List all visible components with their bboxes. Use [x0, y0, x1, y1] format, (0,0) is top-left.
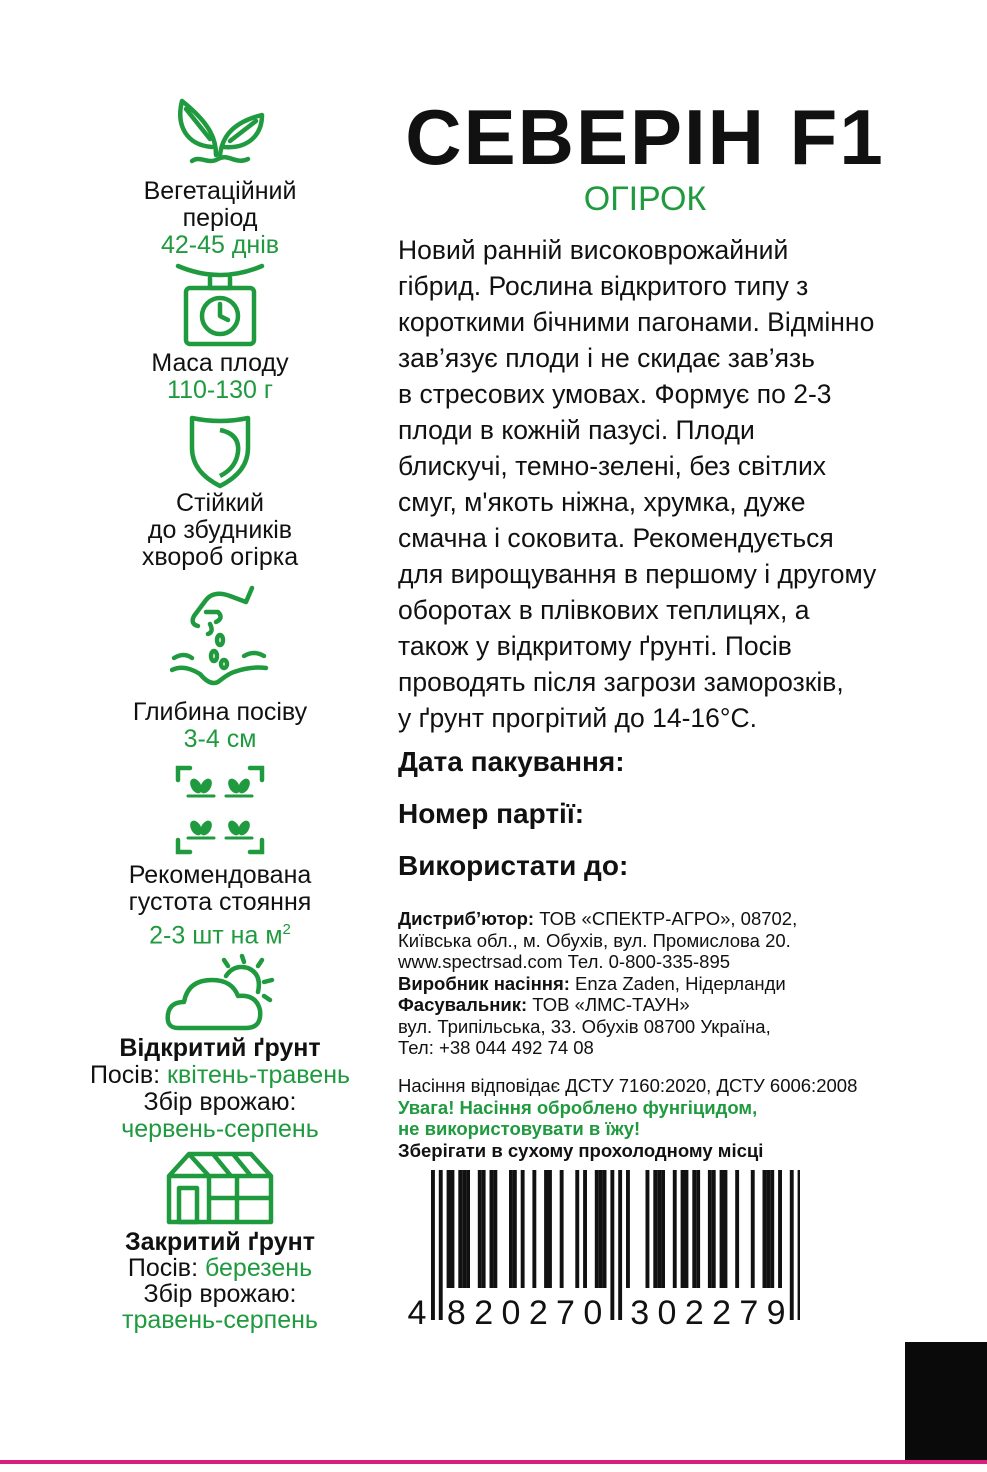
barcode-digit: 3: [630, 1294, 650, 1330]
pink-edge-line: [0, 1460, 987, 1464]
barcode-bar: [798, 1170, 800, 1320]
barcode-bar: [653, 1170, 657, 1288]
barcode-bar: [603, 1170, 607, 1288]
barcode-bar: [724, 1170, 728, 1288]
barcode-digit: 9: [766, 1294, 786, 1330]
company-info: Дистриб’ютор: ТОВ «СПЕКТР-АГРО», 08702, Київська обл., м. Обухів, вул. Промислова 20. www.spectrsad.com Тел. 0-800-335-895 Виробник насіння: Enza Zaden, Нідерланди Фасувальник: ТОВ «ЛМС-ТАУН» вул. Трипільська, 33. Обухів 08700 Україна, Тел: +38 044 492 74 08: [398, 908, 798, 1058]
barcode-bar: [462, 1170, 466, 1288]
barcode-bar: [646, 1170, 650, 1288]
product-type: ОГІРОК: [583, 180, 707, 218]
barcode-bar: [431, 1170, 435, 1320]
barcode-bar: [763, 1170, 767, 1288]
open-ground-sowing: Посів: квітень-травень: [89, 1061, 351, 1089]
barcode-bar: [544, 1170, 548, 1288]
barcode-bar: [626, 1170, 630, 1288]
scale-icon: [172, 262, 268, 348]
vegetation-label-2: період: [182, 204, 258, 232]
barcode-bar: [681, 1170, 685, 1288]
barcode-bar: [532, 1170, 536, 1288]
barcode-bar: [478, 1170, 482, 1288]
warning-text-2: не використовувати в їжу!: [398, 1118, 641, 1139]
barcode-bar: [618, 1170, 622, 1320]
sowing-hand-icon: [170, 582, 270, 694]
shield-icon: [180, 412, 260, 490]
barcode-digit: 2: [474, 1294, 494, 1330]
barcode-bar: [610, 1170, 614, 1320]
use-by-label: Використати до:: [398, 850, 629, 881]
barcode-bar: [447, 1170, 451, 1288]
barcode-digit: 0: [583, 1294, 603, 1330]
barcode-bar: [673, 1170, 677, 1288]
sprout-icon: [172, 95, 268, 167]
density-label-1: Рекомендована: [128, 861, 312, 889]
barcode-bar: [575, 1170, 579, 1288]
barcode-digit: 0: [657, 1294, 677, 1330]
barcode-digit: 4: [407, 1294, 427, 1330]
plant-density-icon: [174, 764, 266, 856]
barcode-digit: 0: [501, 1294, 521, 1330]
barcode-bar: [751, 1170, 755, 1288]
barcode-digit: 7: [556, 1294, 575, 1330]
barcode-digit: 2: [528, 1294, 548, 1330]
barcode-bar: [493, 1170, 497, 1288]
barcode-bar: [599, 1170, 603, 1288]
barcode-bar: [720, 1170, 724, 1288]
barcode-bar: [451, 1170, 455, 1288]
barcode-bar: [708, 1170, 712, 1288]
barcode-bar: [685, 1170, 689, 1288]
barcode-bar: [657, 1170, 661, 1288]
batch-number-label: Номер партії:: [398, 798, 585, 829]
depth-value: 3-4 см: [183, 725, 257, 753]
barcode-bar: [521, 1170, 525, 1288]
barcode-bar: [583, 1170, 587, 1288]
product-name: СЕВЕРІН F1: [405, 93, 885, 181]
resistance-label-2: до збудників: [147, 516, 293, 544]
closed-ground-title: Закритий ґрунт: [124, 1228, 315, 1256]
resistance-label-1: Стійкий: [176, 489, 264, 517]
warning-text-1: Увага! Насіння оброблено фунгіцидом,: [398, 1096, 758, 1118]
resistance-label-3: хвороб огірка: [141, 543, 299, 571]
barcode-bar: [439, 1170, 443, 1320]
barcode-bar: [661, 1170, 665, 1288]
barcode-bar: [770, 1170, 774, 1288]
barcode-bar: [712, 1170, 716, 1288]
closed-ground-harvest-label: Збір врожаю:: [143, 1280, 297, 1308]
barcode-bar: [778, 1170, 782, 1288]
open-ground-harvest-value: червень-серпень: [121, 1115, 319, 1143]
vegetation-label-1: Вегетаційний: [143, 177, 297, 205]
barcode-digit: 8: [446, 1294, 466, 1330]
closed-ground-sowing: Посів: березень: [127, 1254, 313, 1282]
open-ground-harvest-label: Збір врожаю:: [143, 1088, 297, 1116]
barcode-bar: [490, 1170, 494, 1288]
specs-column: [60, 0, 380, 1460]
barcode-bar: [482, 1170, 486, 1288]
barcode-bar: [466, 1170, 470, 1288]
barcode-bar: [560, 1170, 564, 1288]
barcode-digit: 7: [739, 1294, 759, 1330]
barcode-bar: [548, 1170, 552, 1288]
storage-text: Зберігати в сухому прохолодному місці: [398, 1139, 764, 1161]
barcode-bar: [735, 1170, 739, 1288]
density-label-2: густота стояння: [128, 888, 312, 916]
barcode-bar: [766, 1170, 770, 1288]
product-description: Новий ранній високоврожайний гібрид. Рослина відкритого типу з короткими бічними пагонами. Відмінно зав’язує плоди і не скидає зав’язь в стресових умовах. Формує по 2-3 плоди в кожній пазусі. Плоди блискучі, темно-зелені, без світлих смуг, м'якоть ніжна, хрумка, дуже смачна і соковита. Рекомендується для вирощування в першому і другому оборотах в плівкових теплицях, а також у відкритому ґрунті. Посів проводять після загрози заморозків, у ґрунт прогрітий до 14-16°C.: [398, 235, 877, 733]
sun-cloud-icon: [164, 952, 276, 1032]
mass-value: 110-130 г: [167, 376, 273, 404]
vegetation-value: 42-45 днів: [160, 231, 280, 259]
greenhouse-icon: [165, 1150, 275, 1226]
barcode-bar: [513, 1170, 517, 1288]
compliance-info: [398, 1075, 918, 1161]
barcode-bar: [509, 1170, 513, 1288]
barcode-bar: [790, 1170, 794, 1320]
barcode-digit: 2: [712, 1294, 732, 1330]
black-corner-block: [905, 1342, 987, 1460]
mass-label: Маса плоду: [151, 349, 289, 377]
density-value: 2-3 шт на $м^2$: [149, 921, 291, 950]
barcode-bar: [595, 1170, 599, 1288]
barcode-digit: 2: [684, 1294, 704, 1330]
barcode-bar: [692, 1170, 696, 1288]
depth-label: Глибина посіву: [132, 698, 308, 726]
barcode-bar: [696, 1170, 700, 1288]
barcode-bar: [458, 1170, 462, 1288]
closed-ground-harvest-value: травень-серпень: [122, 1306, 318, 1334]
barcode: [405, 1170, 800, 1330]
open-ground-title: Відкритий ґрунт: [119, 1034, 321, 1062]
pack-date-label: Дата пакування:: [398, 746, 625, 777]
standard-text: Насіння відповідає ДСТУ 7160:2020, ДСТУ 6006:2008: [398, 1075, 858, 1096]
